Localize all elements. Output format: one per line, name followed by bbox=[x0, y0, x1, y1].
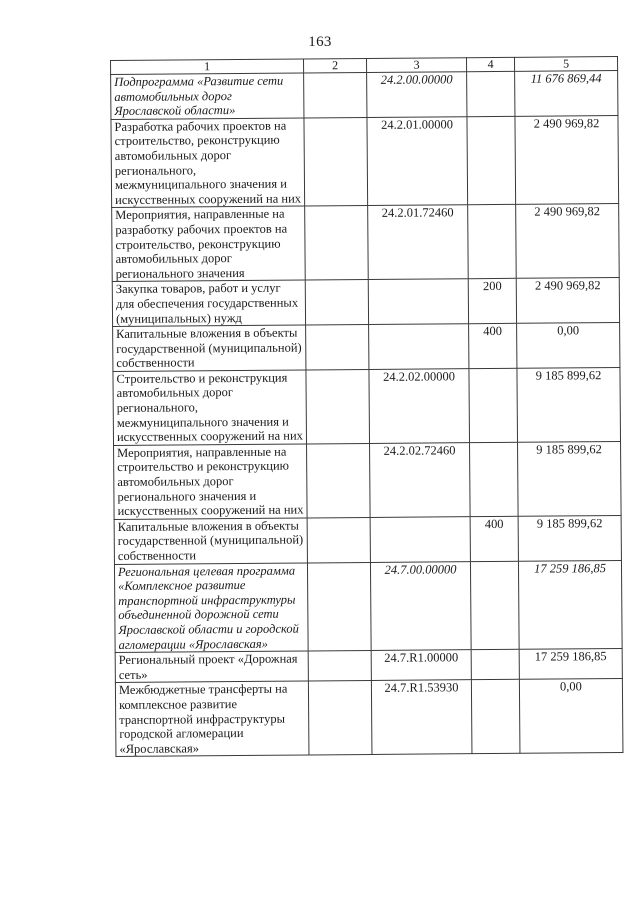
row-name-cell: Региональная целевая программа «Комплексное развитие транспортной инфраструктуры объединенной дорожной сети Ярославской области и городской агломерации «Ярославская» bbox=[114, 563, 308, 653]
row-type-cell bbox=[467, 116, 516, 205]
row-code-cell: 24.2.02.72460 bbox=[370, 443, 471, 518]
row-type-cell bbox=[470, 442, 519, 516]
table-row bbox=[115, 679, 623, 757]
row-col2-cell bbox=[307, 443, 371, 517]
row-name-cell: Капитальные вложения в объекты государственной (муниципальной) собственности bbox=[113, 325, 306, 371]
table-row bbox=[113, 367, 621, 445]
row-col2-cell bbox=[305, 206, 369, 280]
row-type-cell: 400 bbox=[469, 323, 517, 368]
row-code-cell: 24.2.01.72460 bbox=[368, 205, 469, 280]
row-code-cell bbox=[368, 279, 468, 325]
row-name-cell: Закупка товаров, работ и услуг для обеспечения государственных (муниципальных) нужд bbox=[112, 280, 305, 326]
row-amount-cell: 9 185 899,62 bbox=[518, 441, 622, 516]
row-col2-cell bbox=[308, 651, 371, 682]
column-header-2: 2 bbox=[303, 58, 366, 72]
row-type-cell bbox=[469, 368, 518, 442]
row-code-cell: 24.7.R1.00000 bbox=[371, 650, 471, 681]
row-col2-cell bbox=[304, 72, 367, 117]
row-type-cell bbox=[468, 205, 517, 279]
row-col2-cell bbox=[307, 562, 371, 651]
row-amount-cell: 2 490 969,82 bbox=[516, 278, 619, 324]
row-name-cell: Подпрограмма «Развитие сети автомобильных дорог Ярославской области» bbox=[111, 73, 304, 119]
table-row bbox=[111, 115, 619, 208]
row-amount-cell: 2 490 969,82 bbox=[515, 115, 619, 204]
row-col2-cell bbox=[304, 117, 368, 206]
row-amount-cell: 17 259 186,85 bbox=[518, 560, 622, 649]
column-header-1: 1 bbox=[111, 59, 304, 75]
row-type-cell: 200 bbox=[468, 279, 516, 324]
row-amount-cell: 2 490 969,82 bbox=[516, 204, 620, 279]
row-code-cell: 24.7.00.00000 bbox=[370, 561, 471, 650]
table-row bbox=[114, 515, 621, 564]
row-amount-cell: 0,00 bbox=[519, 679, 623, 754]
row-type-cell bbox=[471, 649, 519, 680]
row-amount-cell: 0,00 bbox=[517, 323, 620, 369]
row-type-cell: 400 bbox=[470, 516, 518, 561]
row-code-cell: 24.2.00.00000 bbox=[367, 72, 467, 118]
row-name-cell: Мероприятия, направленные на разработку рабочих проектов на строительство, реконструкцию автомобильных дорог регионального значения bbox=[112, 206, 306, 281]
budget-table bbox=[110, 56, 623, 757]
row-code-cell bbox=[370, 516, 470, 562]
row-col2-cell bbox=[308, 681, 372, 755]
column-header-4: 4 bbox=[466, 57, 514, 71]
row-col2-cell bbox=[306, 369, 370, 443]
row-name-cell: Разработка рабочих проектов на строительство, реконструкцию автомобильных дорог регионального, межмуниципального значения и искусственных сооружений на них bbox=[111, 118, 305, 208]
row-code-cell bbox=[369, 324, 469, 370]
table-row bbox=[111, 71, 618, 120]
row-col2-cell bbox=[307, 517, 370, 562]
column-header-3: 3 bbox=[366, 58, 466, 73]
row-amount-cell: 9 185 899,62 bbox=[518, 515, 621, 561]
row-name-cell: Строительство и реконструкция автомобильных дорог регионального, межмуниципального значения и искусственных сооружений на них bbox=[113, 370, 307, 445]
row-amount-cell: 11 676 869,44 bbox=[515, 71, 618, 117]
row-code-cell: 24.2.02.00000 bbox=[369, 369, 470, 444]
row-col2-cell bbox=[305, 280, 368, 325]
row-name-cell: Межбюджетные трансферты на комплексное развитие транспортной инфраструктуры городской агломерации «Ярославская» bbox=[115, 681, 309, 756]
table-row bbox=[115, 649, 622, 683]
row-type-cell bbox=[471, 680, 520, 754]
table-row bbox=[112, 204, 620, 282]
row-amount-cell: 9 185 899,62 bbox=[517, 367, 621, 442]
table-row bbox=[113, 323, 620, 372]
column-header-5: 5 bbox=[514, 57, 617, 72]
row-code-cell: 24.7.R1.53930 bbox=[371, 680, 472, 755]
row-amount-cell: 17 259 186,85 bbox=[519, 649, 622, 680]
table-row bbox=[114, 441, 622, 519]
table-row bbox=[114, 560, 622, 653]
page-number: 163 bbox=[308, 34, 332, 50]
row-name-cell: Мероприятия, направленные на строительство и реконструкцию автомобильных дорог регионального значения и искусственных сооружений на них bbox=[114, 444, 308, 519]
row-type-cell bbox=[467, 71, 515, 116]
row-col2-cell bbox=[306, 325, 369, 370]
table-row bbox=[112, 278, 619, 327]
row-name-cell: Региональный проект «Дорожная сеть» bbox=[115, 651, 308, 683]
row-name-cell: Капитальные вложения в объекты государственной (муниципальной) собственности bbox=[114, 518, 307, 564]
row-code-cell: 24.2.01.00000 bbox=[367, 116, 468, 205]
row-type-cell bbox=[470, 561, 519, 650]
table-body bbox=[111, 71, 623, 757]
